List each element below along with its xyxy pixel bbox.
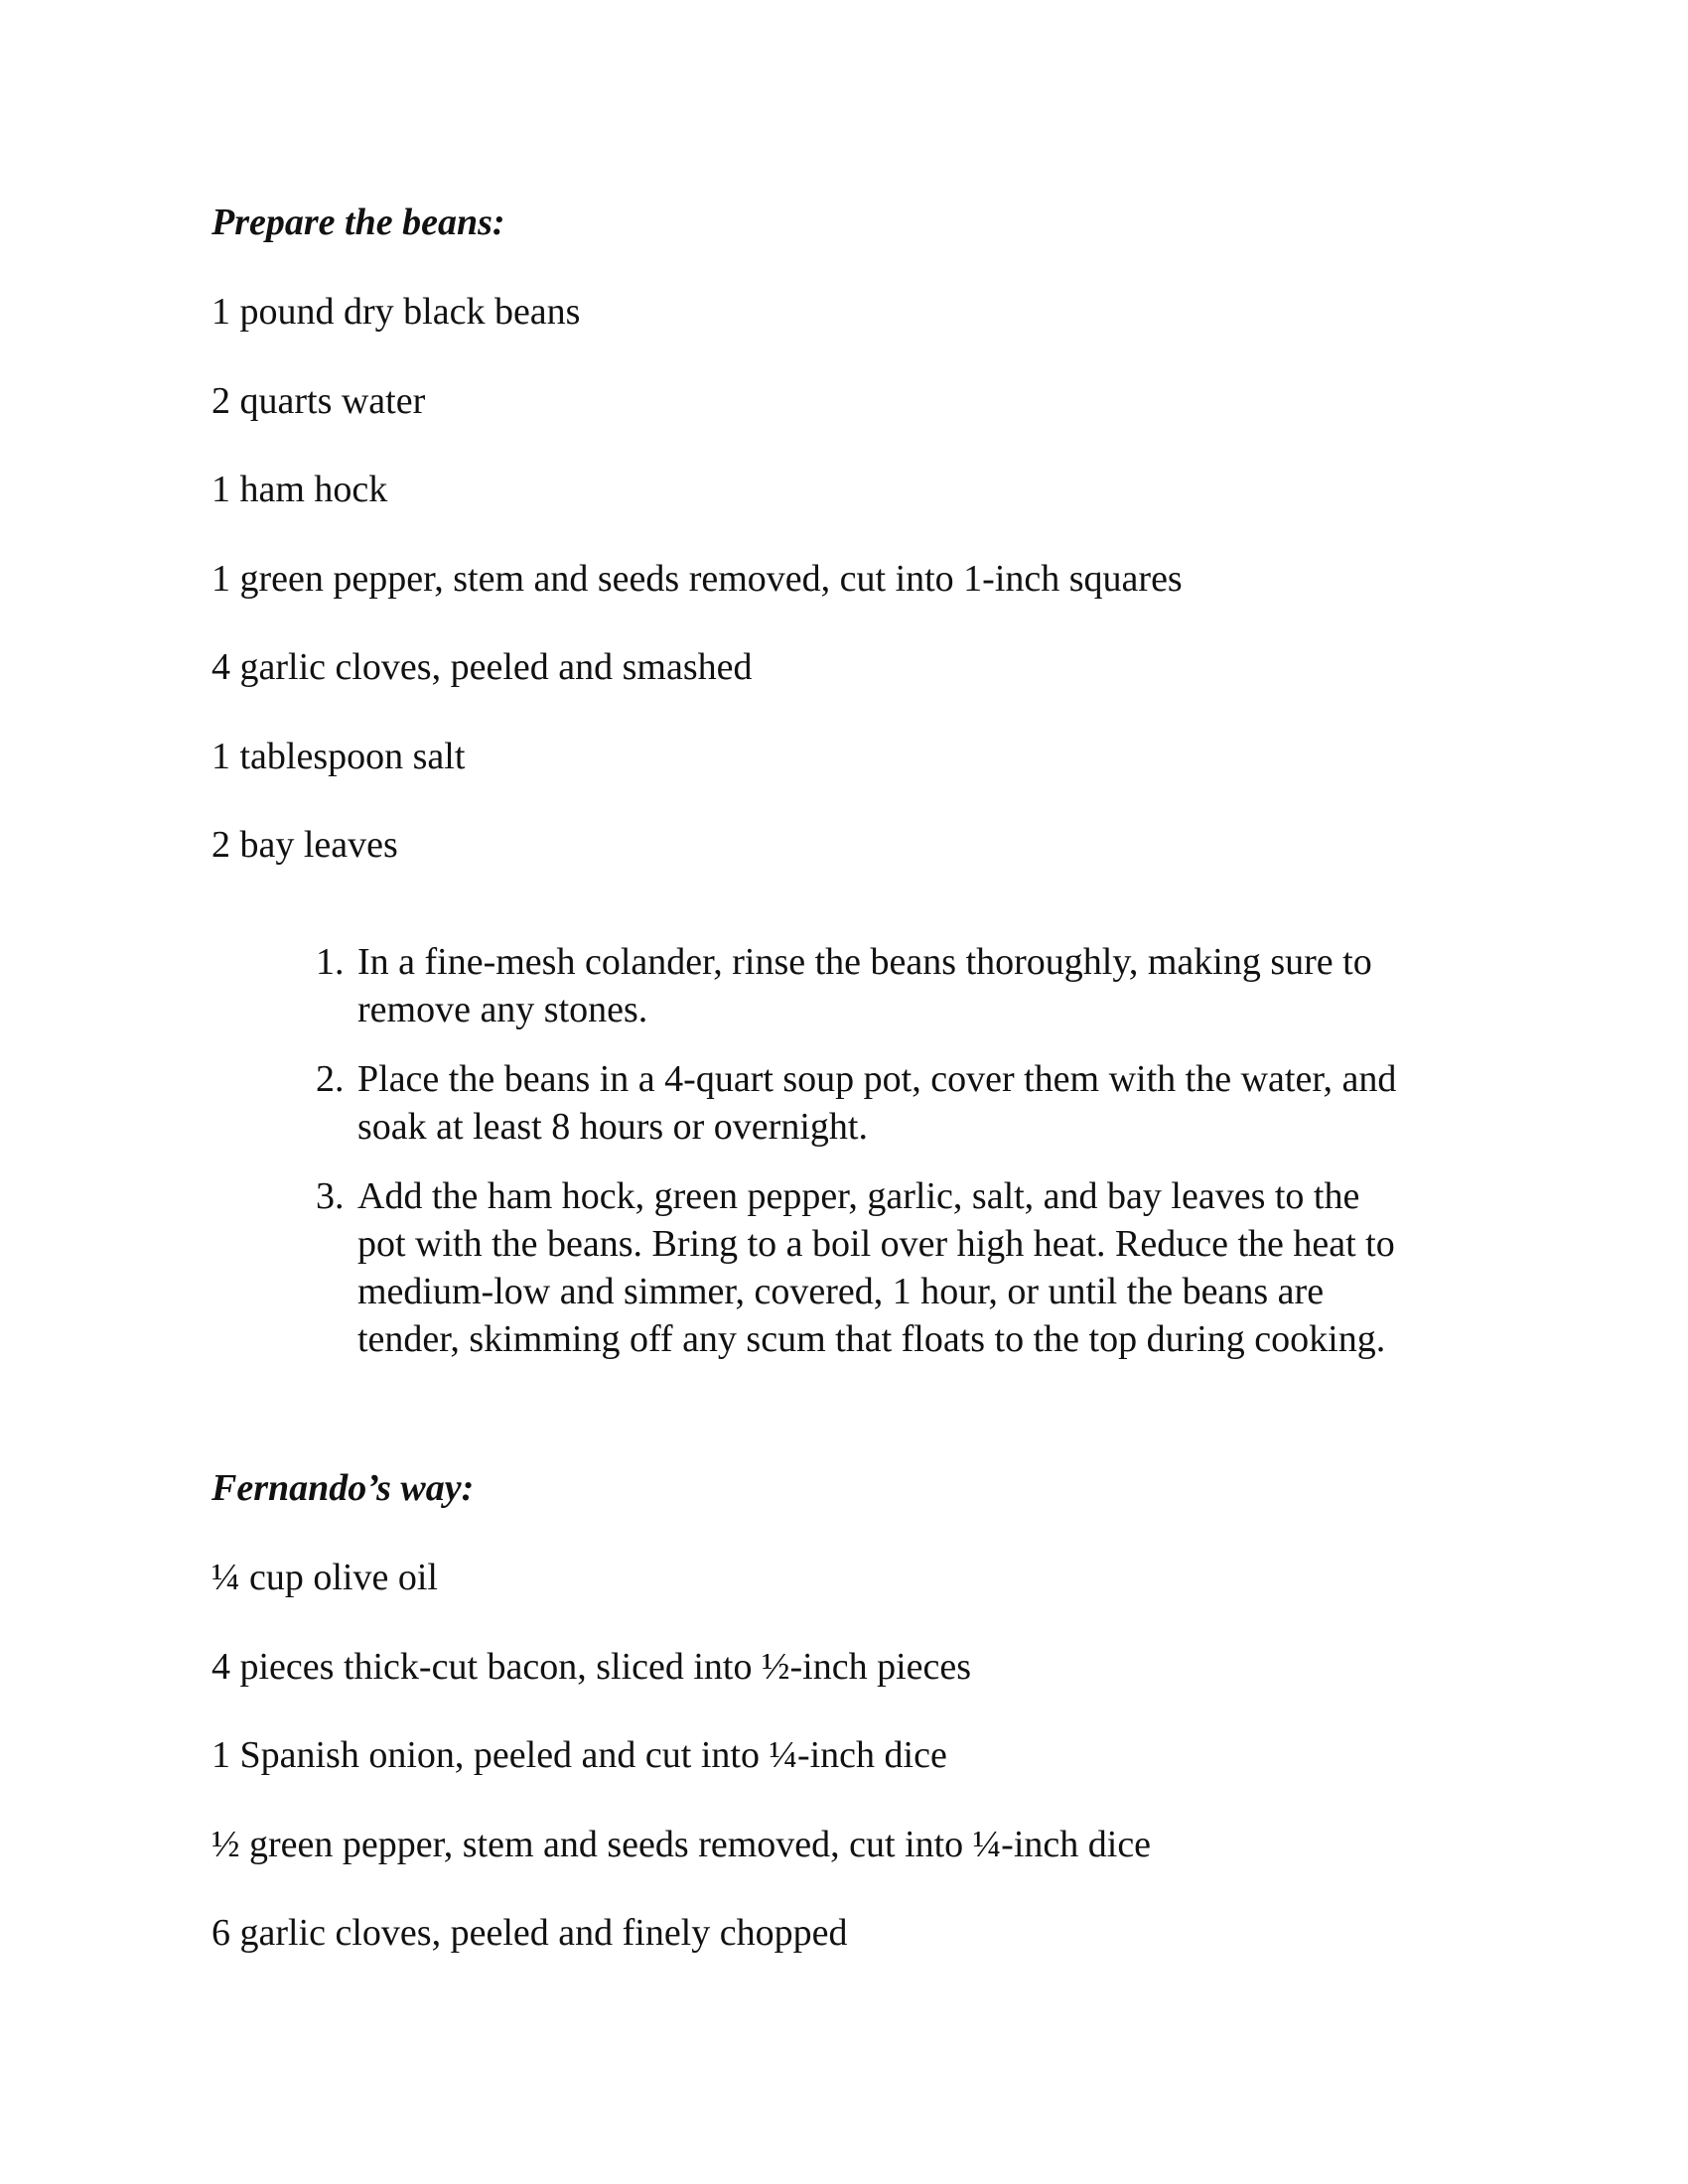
ingredient-item: 6 garlic cloves, peeled and finely chopped (211, 1912, 848, 1954)
ingredient-item: 1 ham hock (211, 469, 388, 510)
ingredient-item: 1 green pepper, stem and seeds removed, cut into 1-inch squares (211, 557, 1183, 600)
step-number: 2. (316, 1058, 345, 1100)
step-number: 1. (316, 941, 345, 983)
section-heading-fernandos-way: Fernando’s way: (211, 1467, 475, 1509)
instruction-step (316, 1055, 1410, 1151)
ingredient-item: 4 pieces thick-cut bacon, sliced into ½-inch pieces (211, 1645, 972, 1688)
ingredient-item: 1 tablespoon salt (211, 735, 466, 777)
instruction-steps (316, 938, 1410, 1385)
instruction-step (316, 938, 1410, 1033)
instruction-step (316, 1172, 1410, 1363)
ingredient-item: ½ green pepper, stem and seeds removed, cut into ¼-inch dice (211, 1823, 1152, 1865)
ingredient-item: 4 garlic cloves, peeled and smashed (211, 646, 753, 688)
ingredient-item: ¼ cup olive oil (211, 1557, 438, 1598)
ingredient-item: 1 Spanish onion, peeled and cut into ¼-inch dice (211, 1734, 947, 1776)
section-heading-prepare-beans: Prepare the beans: (211, 202, 505, 243)
ingredient-item: 1 pound dry black beans (211, 291, 581, 333)
ingredient-list-fernandos-way (211, 1559, 1151, 2003)
ingredient-item: 2 quarts water (211, 379, 426, 422)
step-number: 3. (316, 1175, 345, 1217)
ingredient-item: 2 bay leaves (211, 824, 398, 866)
ingredient-list-prepare-beans (211, 293, 1183, 915)
step-text: In a fine-mesh colander, rinse the beans thoroughly, making sure to remove any stones. (357, 941, 1372, 1030)
step-text: Place the beans in a 4-quart soup pot, cover them with the water, and soak at least 8 hours or overnight. (357, 1058, 1397, 1148)
step-text: Add the ham hock, green pepper, garlic, salt, and bay leaves to the pot with the beans. Bring to a boil over high heat. Reduce the heat to medium-low and simmer, covered, 1 hour, or until the beans are tender, skimming off any scum that floats to the top during cooking. (357, 1175, 1395, 1360)
